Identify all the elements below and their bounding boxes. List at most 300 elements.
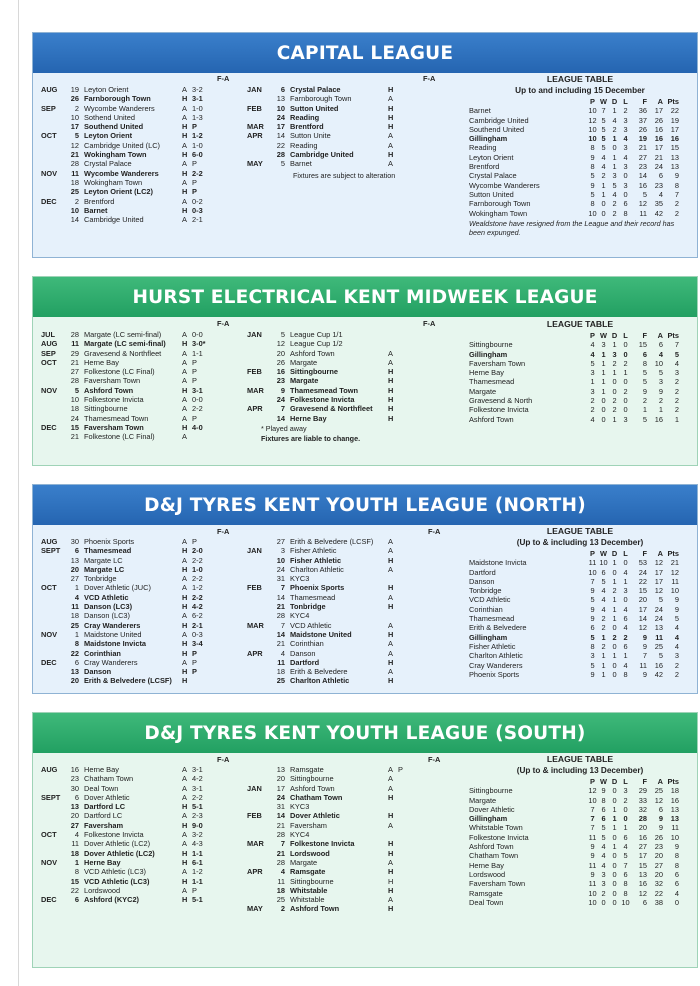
fixture-month xyxy=(41,122,67,131)
stat-cell: 1 xyxy=(601,660,606,670)
fixture-opponent: Faversham Town xyxy=(84,422,144,432)
fa-header: F-A xyxy=(217,74,230,83)
fixture-opponent: Ramsgate xyxy=(290,867,326,877)
stat-cell: 6 xyxy=(658,804,663,814)
fixture-month: OCT xyxy=(41,583,57,593)
fixture-month: APR xyxy=(247,867,263,877)
league-table-row xyxy=(469,633,691,642)
stat-cell: 11 xyxy=(671,823,679,833)
fixture-row xyxy=(41,639,214,648)
fixture-score xyxy=(398,159,420,168)
fixture-month xyxy=(247,667,273,676)
stat-cell: 9 xyxy=(590,869,595,879)
col-header-w: W xyxy=(600,97,607,106)
fixture-opponent: Phoenix Sports xyxy=(290,583,345,593)
stat-cell: 0 xyxy=(612,377,617,387)
stat-cell: 2 xyxy=(612,632,617,642)
team-name: Deal Town xyxy=(469,897,504,907)
fixture-date: 17 xyxy=(70,122,79,132)
fixture-row xyxy=(247,546,420,555)
fixture-date: 28 xyxy=(276,857,285,867)
stat-cell: 5 xyxy=(642,377,647,387)
fixture-month xyxy=(247,574,273,583)
team-name: Cray Wanderers xyxy=(469,660,523,670)
fixture-month xyxy=(247,765,273,774)
fixture-date: 12 xyxy=(276,339,285,349)
fixture-row xyxy=(247,802,420,811)
stat-cell: 5 xyxy=(623,851,628,861)
fixture-date: 10 xyxy=(276,555,285,565)
fixture-month: MAR xyxy=(247,839,264,849)
fixture-score xyxy=(398,537,420,546)
fixture-venue xyxy=(388,830,398,839)
fixtures-right xyxy=(247,85,420,169)
stat-cell: 0 xyxy=(612,795,617,805)
league-table-row xyxy=(469,805,691,814)
fixture-score: 2-2 xyxy=(192,574,203,584)
fixture-date: 10 xyxy=(70,205,79,215)
stat-cell: 1 xyxy=(612,814,617,824)
stat-cell: 15 xyxy=(638,340,647,350)
league-table-row xyxy=(469,377,691,386)
stat-cell: 7 xyxy=(590,814,595,824)
fixture-row xyxy=(247,630,420,639)
stat-cell: 20 xyxy=(638,823,647,833)
fixture-score: 0-3 xyxy=(192,629,203,639)
fixtures-right xyxy=(247,330,420,423)
stat-cell: 6 xyxy=(601,804,606,814)
stat-cell: 0 xyxy=(601,897,606,907)
fixture-opponent: Folkestone (LC Final) xyxy=(84,367,155,377)
stat-cell: 0 xyxy=(612,641,617,651)
fixture-date: 21 xyxy=(70,432,79,442)
fixture-venue: A xyxy=(388,546,393,556)
fixture-venue: A xyxy=(388,564,393,574)
fixture-opponent: League Cup 1/1 xyxy=(290,330,343,339)
stat-cell: 15 xyxy=(638,586,647,596)
stat-cell: 0 xyxy=(623,340,628,350)
league-table-row xyxy=(469,833,691,842)
fixture-month: AUG xyxy=(41,339,58,349)
league-table-header xyxy=(469,331,691,340)
stat-cell: 0 xyxy=(612,623,617,633)
fixture-month xyxy=(41,159,67,168)
fixture-month xyxy=(41,602,67,611)
fixture-date: 11 xyxy=(277,876,285,886)
fixture-date: 18 xyxy=(70,848,79,858)
league-table xyxy=(469,320,691,424)
fixture-date: 20 xyxy=(276,348,285,358)
stat-cell: 29 xyxy=(638,786,647,796)
stat-cell: 33 xyxy=(638,795,647,805)
league-table-row xyxy=(469,162,691,171)
league-table-row xyxy=(469,851,691,860)
fixture-date: 6 xyxy=(280,85,285,94)
fixture-opponent: Folkestone Invicta xyxy=(290,839,355,849)
fixture-month: MAY xyxy=(247,904,263,914)
stat-cell: 4 xyxy=(623,842,628,852)
fixture-venue: A xyxy=(388,820,393,830)
stat-cell: 24 xyxy=(638,567,647,577)
fixture-opponent: Danson (LC3) xyxy=(84,611,131,621)
fixture-venue xyxy=(388,611,398,620)
fixture-score: P xyxy=(192,357,197,367)
fixture-date: 8 xyxy=(74,639,79,649)
fixture-row xyxy=(247,821,420,830)
league-table-row xyxy=(469,823,691,832)
fixture-row xyxy=(41,611,214,620)
stat-cell: 8 xyxy=(674,860,679,870)
fixture-score: 3-2 xyxy=(192,85,203,94)
fixture-opponent: League Cup 1/2 xyxy=(290,339,343,349)
stat-cell: 0 xyxy=(612,660,617,670)
fixture-date: 25 xyxy=(276,676,285,686)
league-table-row xyxy=(469,670,691,679)
fixture-date: 22 xyxy=(70,885,79,895)
team-name: Tonbridge xyxy=(469,586,502,596)
stat-cell: 5 xyxy=(642,414,647,424)
fixture-score: 3-1 xyxy=(192,765,203,774)
fixture-row xyxy=(41,849,214,858)
stat-cell: 3 xyxy=(590,651,595,661)
fixture-month xyxy=(247,886,273,895)
stat-cell: 11 xyxy=(588,879,597,889)
fixture-venue xyxy=(388,330,398,339)
team-name: Folkestone Invicta xyxy=(469,405,529,415)
league-table-title: LEAGUE TABLE xyxy=(546,319,614,329)
fixture-score xyxy=(398,330,420,339)
league-table-row xyxy=(469,642,691,651)
team-name: Sutton United xyxy=(469,189,514,199)
fixture-venue: H xyxy=(182,339,188,349)
stat-cell: 0 xyxy=(612,567,617,577)
fixture-venue: H xyxy=(388,395,394,405)
stat-cell: 0 xyxy=(612,786,617,796)
fixture-month xyxy=(41,676,67,685)
team-name: Gillingham xyxy=(469,349,508,359)
fixture-venue: H xyxy=(182,857,188,867)
fixture-month: SEP xyxy=(41,348,56,358)
fixture-score xyxy=(398,821,420,830)
fixture-date: 25 xyxy=(70,620,79,630)
fixture-score xyxy=(398,886,420,895)
stat-cell: 0 xyxy=(674,897,679,907)
fixture-opponent: Maidstone United xyxy=(290,629,352,639)
stat-cell: 8 xyxy=(623,208,628,218)
fixture-row xyxy=(247,150,420,159)
stat-cell: 19 xyxy=(638,134,647,144)
stat-cell: 1 xyxy=(612,162,617,172)
fixture-score xyxy=(398,395,420,404)
stat-cell: 10 xyxy=(588,134,597,144)
stat-cell: 7 xyxy=(590,576,595,586)
fixture-opponent: Dover Athletic (LC2) xyxy=(84,848,155,858)
col-header-w: W xyxy=(600,549,607,558)
stat-cell: 0 xyxy=(623,396,628,406)
stat-cell: 0 xyxy=(612,669,617,679)
fixture-score: 3-1 xyxy=(192,385,203,395)
fa-header: F-A xyxy=(423,319,436,328)
fixture-score xyxy=(398,104,420,113)
fixture-opponent: VCD Athletic xyxy=(290,620,332,630)
fixture-month: DEC xyxy=(41,895,57,905)
fixture-date: 26 xyxy=(276,357,285,367)
fixture-date: 13 xyxy=(70,667,79,677)
fixture-row xyxy=(41,802,214,811)
fixture-row xyxy=(247,414,420,423)
stat-cell: 16 xyxy=(654,660,663,670)
fixture-score: P xyxy=(192,413,197,423)
fixture-month xyxy=(41,621,67,630)
stat-cell: 4 xyxy=(601,595,606,605)
fixture-row xyxy=(41,565,214,574)
league-table-note: Wealdstone have resigned from the League and their record has been expunged. xyxy=(469,218,675,237)
fixture-date: 13 xyxy=(276,765,285,774)
fixture-opponent: Fisher Athletic xyxy=(290,555,342,565)
league-table-row xyxy=(469,586,691,595)
fixture-opponent: Maidstone United xyxy=(84,629,142,639)
fixture-row xyxy=(41,895,214,904)
fixture-score: 2-2 xyxy=(192,792,203,802)
stat-cell: 2 xyxy=(612,358,617,368)
fixture-opponent: Sittingbourne xyxy=(290,774,334,784)
fa-header: F-A xyxy=(217,527,230,536)
col-header-a: A xyxy=(657,777,663,786)
fixture-opponent: KYC4 xyxy=(290,830,310,840)
fixture-date: 19 xyxy=(70,85,79,94)
fixture-opponent: Cambridge United xyxy=(290,150,354,160)
fixture-score: 9-0 xyxy=(192,820,203,830)
stat-cell: 6 xyxy=(601,567,606,577)
fixture-month: NOV xyxy=(41,857,58,867)
fixture-venue: H xyxy=(388,867,394,877)
league-table-subtitle: Up to and including 15 December xyxy=(515,86,645,95)
fixture-month xyxy=(247,414,273,423)
fixture-venue: A xyxy=(388,895,393,905)
fixture-venue: H xyxy=(182,820,188,830)
stat-cell: 1 xyxy=(590,377,595,387)
fixture-month xyxy=(41,150,67,159)
team-col-spacer xyxy=(469,549,587,558)
stat-cell: 16 xyxy=(638,879,647,889)
fixture-opponent: Dover Athletic xyxy=(84,792,130,802)
stat-cell: 16 xyxy=(654,134,663,144)
fixture-date: 22 xyxy=(276,140,285,150)
stat-cell: 0 xyxy=(623,595,628,605)
fixture-date: 28 xyxy=(276,611,285,621)
fixture-date: 25 xyxy=(276,895,285,905)
fixture-row xyxy=(247,784,420,793)
stat-cell: 9 xyxy=(674,604,679,614)
stat-cell: 26 xyxy=(638,124,647,134)
stat-cell: 17 xyxy=(638,851,647,861)
fixture-opponent: Danson (LC3) xyxy=(84,602,133,612)
fixture-score: 2-2 xyxy=(192,404,203,414)
fixture-venue xyxy=(388,574,398,583)
team-name: Wokingham Town xyxy=(469,208,528,218)
hurst-midweek-section xyxy=(32,276,698,464)
fixture-row xyxy=(247,94,420,103)
league-table-row xyxy=(469,106,691,115)
fixture-date: 28 xyxy=(276,830,285,840)
fixture-date: 11 xyxy=(71,839,79,849)
fixture-opponent: Folkestone (LC Final) xyxy=(84,432,155,442)
stat-cell: 21 xyxy=(638,143,647,153)
fa-header: F-A xyxy=(217,319,230,328)
stat-cell: 0 xyxy=(623,377,628,387)
fixture-month: AUG xyxy=(41,765,58,774)
stat-cell: 9 xyxy=(590,180,595,190)
fixture-venue: H xyxy=(182,385,188,395)
stat-cell: 0 xyxy=(623,189,628,199)
fixture-opponent: Southend United xyxy=(84,122,144,132)
stat-cell: 0 xyxy=(612,832,617,842)
fixture-score: 1-2 xyxy=(192,583,203,593)
fixture-score: P xyxy=(398,765,403,774)
fixture-month: JAN xyxy=(247,85,262,94)
youth-north-panel xyxy=(32,484,698,694)
fixture-date: 7 xyxy=(280,839,285,849)
fixture-opponent: Reading xyxy=(290,140,318,150)
fixture-row xyxy=(247,593,420,602)
fixture-row xyxy=(41,150,214,159)
fixture-score: 2-1 xyxy=(192,215,203,225)
fixture-date: 13 xyxy=(70,555,79,565)
fixture-venue: H xyxy=(388,150,394,160)
fixture-row xyxy=(41,131,214,140)
stat-cell: 3 xyxy=(623,162,628,172)
stat-cell: 5 xyxy=(642,189,647,199)
stat-cell: 10 xyxy=(670,832,679,842)
fixtures-left xyxy=(41,765,214,904)
fixture-opponent: Herne Bay xyxy=(290,413,327,423)
stat-cell: 27 xyxy=(638,152,647,162)
stat-cell: 2 xyxy=(601,888,606,898)
league-table-header xyxy=(469,549,691,558)
fixture-month xyxy=(247,849,273,858)
fixture-row xyxy=(41,349,214,358)
fixture-score xyxy=(398,849,420,858)
team-name: Gillingham xyxy=(469,814,508,824)
stat-cell: 13 xyxy=(670,162,679,172)
stat-cell: 1 xyxy=(601,386,606,396)
fa-header: F-A xyxy=(428,527,441,536)
fixture-opponent: KYC3 xyxy=(290,802,310,812)
stat-cell: 26 xyxy=(654,832,663,842)
fixture-date: 15 xyxy=(70,422,79,432)
fixture-opponent: Sittingbourne xyxy=(290,876,334,886)
fixture-row xyxy=(41,432,214,441)
fixture-opponent: Margate xyxy=(290,857,318,867)
fixture-month xyxy=(41,593,67,602)
stat-cell: 5 xyxy=(590,595,595,605)
stat-cell: 13 xyxy=(638,869,647,879)
league-table-row xyxy=(469,577,691,586)
fixture-score xyxy=(398,546,420,555)
fixture-date: 24 xyxy=(276,395,285,405)
stat-cell: 6 xyxy=(623,614,628,624)
league-table-row xyxy=(469,153,691,162)
fixture-date: 6 xyxy=(74,546,79,556)
fixture-month xyxy=(41,667,67,676)
fixture-row xyxy=(41,358,214,367)
fixture-score xyxy=(398,414,420,423)
stat-cell: 5 xyxy=(601,823,606,833)
fixture-month xyxy=(247,858,273,867)
stat-cell: 2 xyxy=(623,632,628,642)
stat-cell: 2 xyxy=(674,405,679,415)
stat-cell: 6 xyxy=(623,199,628,209)
team-name: Lordswood xyxy=(469,869,506,879)
fixture-date: 5 xyxy=(74,131,79,141)
fixture-score xyxy=(398,556,420,565)
fixture-venue: A xyxy=(182,783,187,793)
fixture-date: 13 xyxy=(276,94,285,104)
fixture-venue: H xyxy=(388,555,394,565)
stat-cell: 2 xyxy=(674,386,679,396)
fixture-month: MAY xyxy=(247,159,263,169)
team-col-spacer xyxy=(469,777,587,786)
col-header-d: D xyxy=(611,97,618,106)
stat-cell: 3 xyxy=(623,124,628,134)
stat-cell: 3 xyxy=(623,586,628,596)
fixture-date: 30 xyxy=(70,537,79,546)
section-title-band xyxy=(33,277,697,317)
fixture-month: DEC xyxy=(41,422,57,432)
col-header-pts: Pts xyxy=(667,549,679,558)
fixture-month xyxy=(41,141,67,150)
stat-cell: 15 xyxy=(638,860,647,870)
fixture-opponent: Herne Bay xyxy=(84,357,119,367)
fixture-score: 1-3 xyxy=(192,112,203,122)
fixture-score xyxy=(398,658,420,667)
fixture-score: 4-2 xyxy=(192,774,203,784)
fixture-opponent: Thamesmead xyxy=(84,546,132,556)
stat-cell: 0 xyxy=(601,199,606,209)
stat-cell: 17 xyxy=(654,143,663,153)
stat-cell: 1 xyxy=(612,106,617,116)
fixture-row xyxy=(41,187,214,196)
fixture-venue: H xyxy=(388,85,394,94)
fixture-score: P xyxy=(192,159,197,169)
fixture-score xyxy=(398,676,420,685)
stat-cell: 5 xyxy=(590,358,595,368)
fixture-date: 17 xyxy=(276,122,285,132)
fixture-venue: H xyxy=(182,564,188,574)
fixture-date: 12 xyxy=(70,140,79,150)
fixture-month xyxy=(41,574,67,583)
stat-cell: 4 xyxy=(601,604,606,614)
fixture-opponent: Sittingbourne xyxy=(84,404,128,414)
stat-cell: 9 xyxy=(674,842,679,852)
fixture-venue: H xyxy=(182,639,188,649)
stat-cell: 5 xyxy=(601,832,606,842)
fixture-score xyxy=(398,839,420,848)
fixture-month xyxy=(247,113,273,122)
fixture-month xyxy=(247,537,273,546)
col-header-l: L xyxy=(623,777,628,786)
fixture-opponent: Deal Town xyxy=(84,783,119,793)
stat-cell: 11 xyxy=(588,558,597,568)
fixture-venue: A xyxy=(388,620,393,630)
stat-cell: 1 xyxy=(601,180,606,190)
stat-cell: 1 xyxy=(612,558,617,568)
fixture-score xyxy=(398,94,420,103)
fixture-date: 28 xyxy=(276,150,285,160)
col-header-w: W xyxy=(600,331,607,340)
fixture-venue: H xyxy=(182,422,188,432)
stat-cell: 2 xyxy=(590,396,595,406)
